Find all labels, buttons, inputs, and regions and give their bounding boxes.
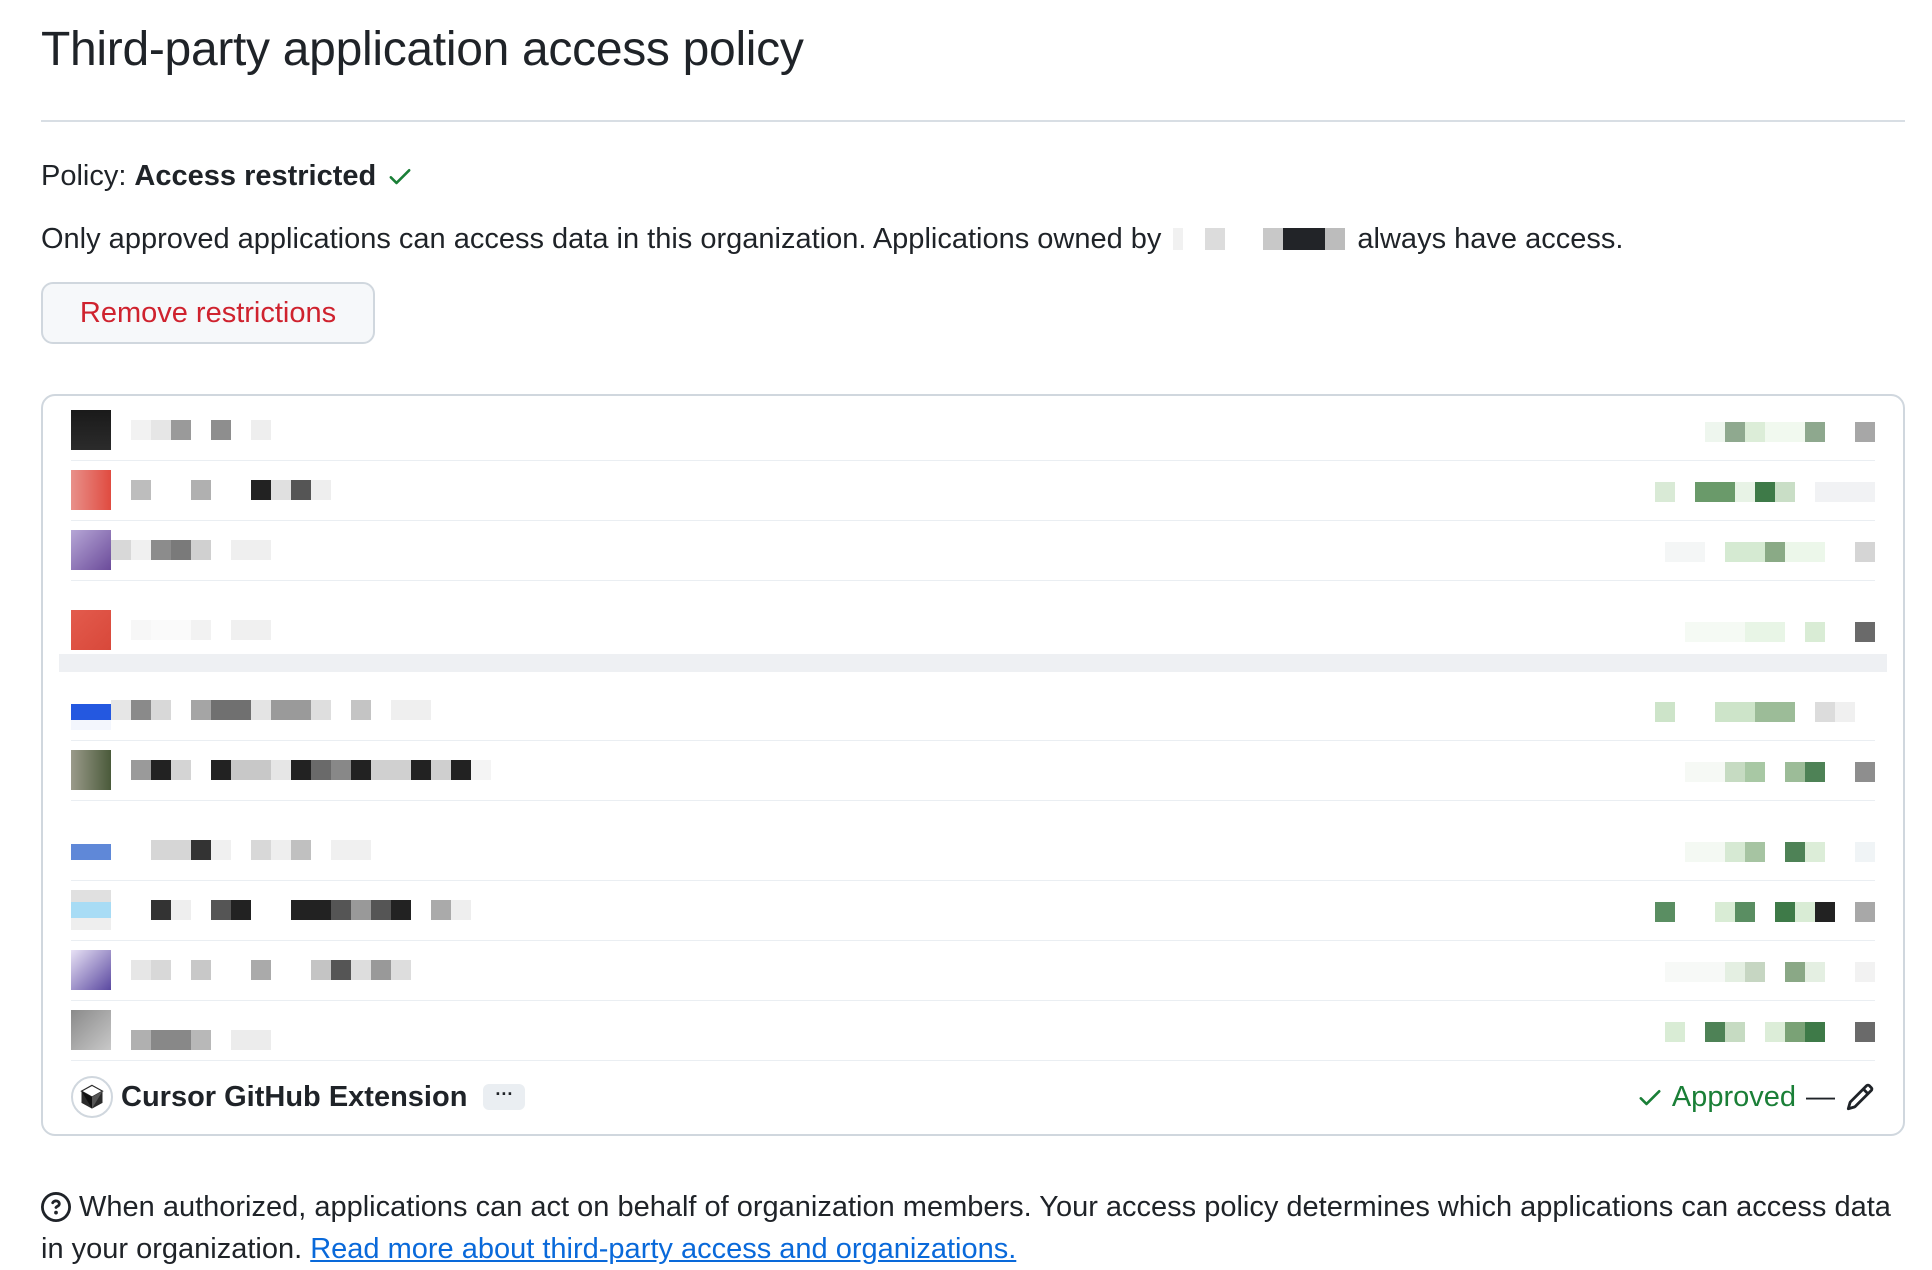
list-item-cursor-extension[interactable] <box>71 1072 1875 1122</box>
redacted-status <box>1655 702 1875 722</box>
list-item[interactable] <box>71 830 1875 881</box>
cursor-app-icon <box>71 1076 113 1118</box>
redacted-app-name <box>131 410 271 450</box>
redacted-app-name <box>111 690 431 730</box>
application-list <box>41 394 1905 1136</box>
policy-status <box>41 158 1905 194</box>
title-divider <box>41 120 1905 122</box>
list-item[interactable] <box>71 530 1875 581</box>
cube-icon <box>78 1083 106 1111</box>
list-item[interactable] <box>71 950 1875 1001</box>
redacted-status <box>1665 962 1875 982</box>
check-icon <box>386 162 414 190</box>
app-avatar <box>71 950 111 990</box>
remove-restrictions-button[interactable]: Remove restrictions <box>41 282 375 344</box>
app-avatar <box>71 470 111 510</box>
redacted-status <box>1685 762 1875 782</box>
redacted-status <box>1685 842 1875 862</box>
app-avatar <box>71 750 111 790</box>
pencil-icon[interactable] <box>1845 1082 1875 1112</box>
redacted-app-name <box>131 890 471 930</box>
redacted-status <box>1665 1022 1875 1042</box>
list-item[interactable] <box>71 1010 1875 1061</box>
policy-label: Policy: <box>41 160 127 192</box>
policy-description <box>41 220 1905 258</box>
approval-status-text: Approved <box>1671 1080 1796 1113</box>
redacted-status <box>1655 902 1875 922</box>
redacted-status <box>1655 482 1875 502</box>
page-title: Third-party application access policy <box>41 23 804 76</box>
check-icon <box>1636 1083 1664 1111</box>
app-avatar <box>71 690 111 730</box>
redacted-status <box>1665 542 1875 562</box>
redacted-app-name <box>131 950 411 990</box>
list-item[interactable] <box>71 470 1875 521</box>
app-avatar <box>71 610 111 650</box>
question-circle-icon <box>41 1192 71 1222</box>
redacted-org-name <box>1173 227 1345 251</box>
help-footer <box>41 1186 1905 1270</box>
redacted-app-name <box>131 610 271 650</box>
app-avatar <box>71 830 111 870</box>
list-item[interactable] <box>71 410 1875 461</box>
redacted-status <box>1685 622 1875 642</box>
list-item[interactable] <box>71 890 1875 941</box>
list-item[interactable] <box>71 750 1875 801</box>
status-separator: — <box>1806 1080 1835 1113</box>
more-options-button[interactable]: ··· <box>483 1084 525 1110</box>
learn-more-link[interactable]: Read more about third-party access and organizations. <box>310 1233 1017 1265</box>
policy-description-suffix: always have access. <box>1357 223 1624 255</box>
policy-value: Access restricted <box>134 160 377 192</box>
app-name[interactable]: Cursor GitHub Extension <box>121 1080 468 1113</box>
list-item[interactable] <box>71 690 1875 741</box>
app-avatar <box>71 890 111 930</box>
app-avatar <box>71 1010 111 1050</box>
redacted-app-name <box>131 470 331 510</box>
separator-band <box>59 654 1887 672</box>
app-avatar <box>71 410 111 450</box>
policy-description-text: Only approved applications can access data in this organization. Applications owned by <box>41 223 1162 255</box>
redacted-status <box>1705 422 1875 442</box>
redacted-app-name <box>131 830 371 870</box>
redacted-app-name <box>111 530 271 570</box>
app-avatar <box>71 530 111 570</box>
page-container <box>41 0 1905 1270</box>
footer-text: When authorized, applications can act on behalf of organization members. Your access policy determines which applications can access data in your organization. <box>41 1191 1891 1265</box>
redacted-app-name <box>131 1020 271 1060</box>
approval-status <box>1636 1081 1875 1114</box>
redacted-app-name <box>131 750 491 790</box>
